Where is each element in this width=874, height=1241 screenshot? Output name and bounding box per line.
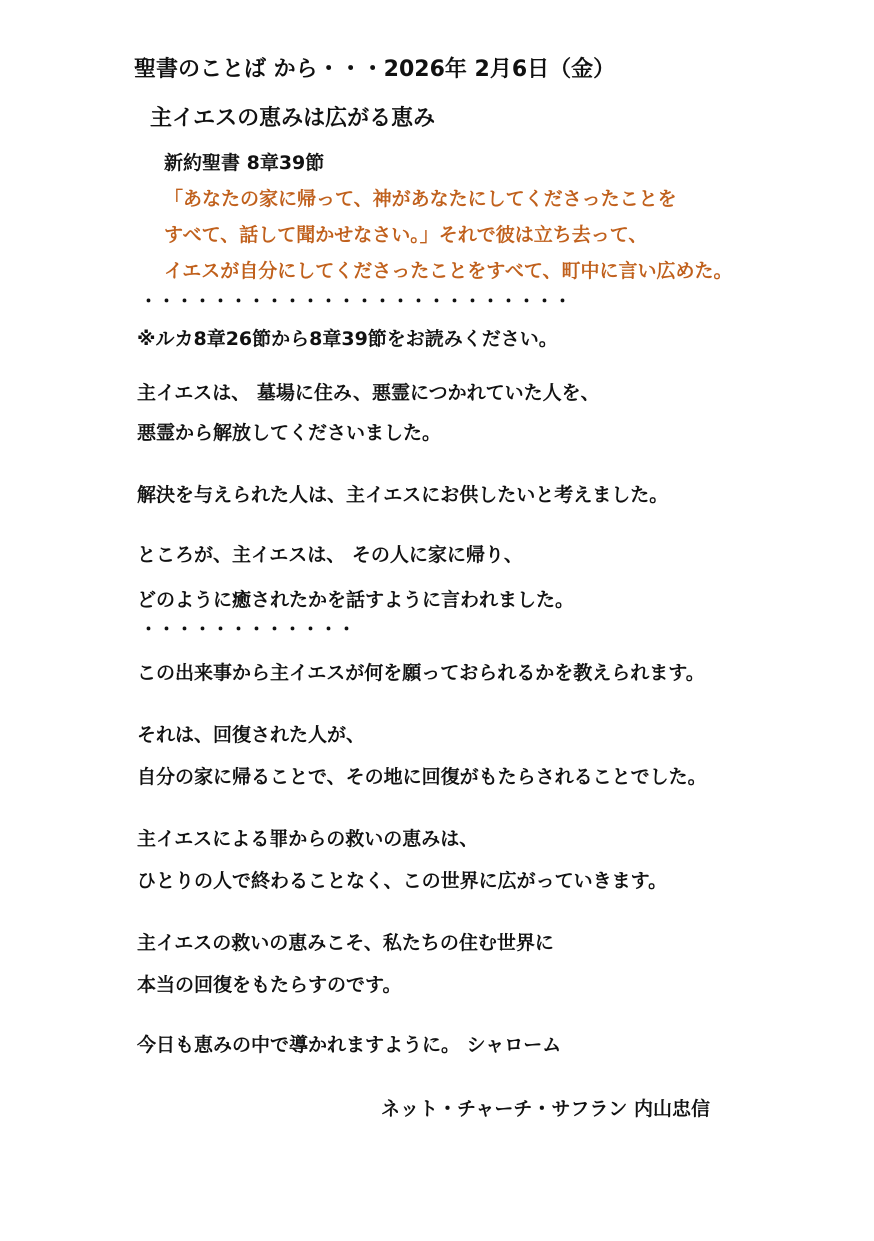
- scripture-line: イエスが自分にしてくださったことをすべて、町中に言い広めた。: [164, 260, 733, 282]
- body-line: それは、回復された人が、: [137, 724, 366, 746]
- closing-line: 今日も恵みの中で導かれますように。 シャローム: [137, 1034, 562, 1056]
- body-line: 本当の回復をもたらすのです。: [137, 974, 402, 996]
- scripture-line: 「あなたの家に帰って、神があなたにしてくださったことを: [164, 188, 677, 210]
- header-title: 聖書のことば から・・・2026年 2月6日（金）: [134, 57, 616, 82]
- separator-dots: ・・・・・・・・・・・・・・・・・・・・・・・・: [140, 292, 572, 312]
- body-line: 自分の家に帰ることで、その地に回復がもたらされることでした。: [137, 766, 707, 788]
- body-line: 解決を与えられた人は、主イエスにお供したいと考えました。: [137, 484, 669, 506]
- body-line: ところが、主イエスは、 その人に家に帰り、: [137, 544, 523, 566]
- body-line: 主イエスは、 墓場に住み、悪霊につかれていた人を、: [137, 382, 600, 404]
- body-line: この出来事から主イエスが何を願っておられるかを教えられます。: [137, 662, 705, 684]
- body-line: 主イエスの救いの恵みこそ、私たちの住む世界に: [137, 932, 554, 954]
- body-line: 悪霊から解放してくださいました。: [137, 422, 442, 444]
- sermon-title: 主イエスの恵みは広がる恵み: [150, 106, 436, 131]
- scripture-line: すべて、話して聞かせなさい。」それで彼は立ち去って、: [164, 224, 648, 246]
- signature: ネット・チャーチ・サフラン 内山忠信: [381, 1098, 711, 1120]
- separator-dots: ・・・・・・・・・・・・: [140, 620, 356, 640]
- verse-reference: 新約聖書 8章39節: [164, 152, 325, 174]
- reading-note: ※ルカ8章26節から8章39節をお読みください。: [137, 328, 558, 350]
- body-line: ひとりの人で終わることなく、この世界に広がっていきます。: [137, 870, 668, 892]
- body-line: 主イエスによる罪からの救いの恵みは、: [137, 828, 479, 850]
- body-line: どのように癒されたかを話すように言われました。: [137, 589, 575, 611]
